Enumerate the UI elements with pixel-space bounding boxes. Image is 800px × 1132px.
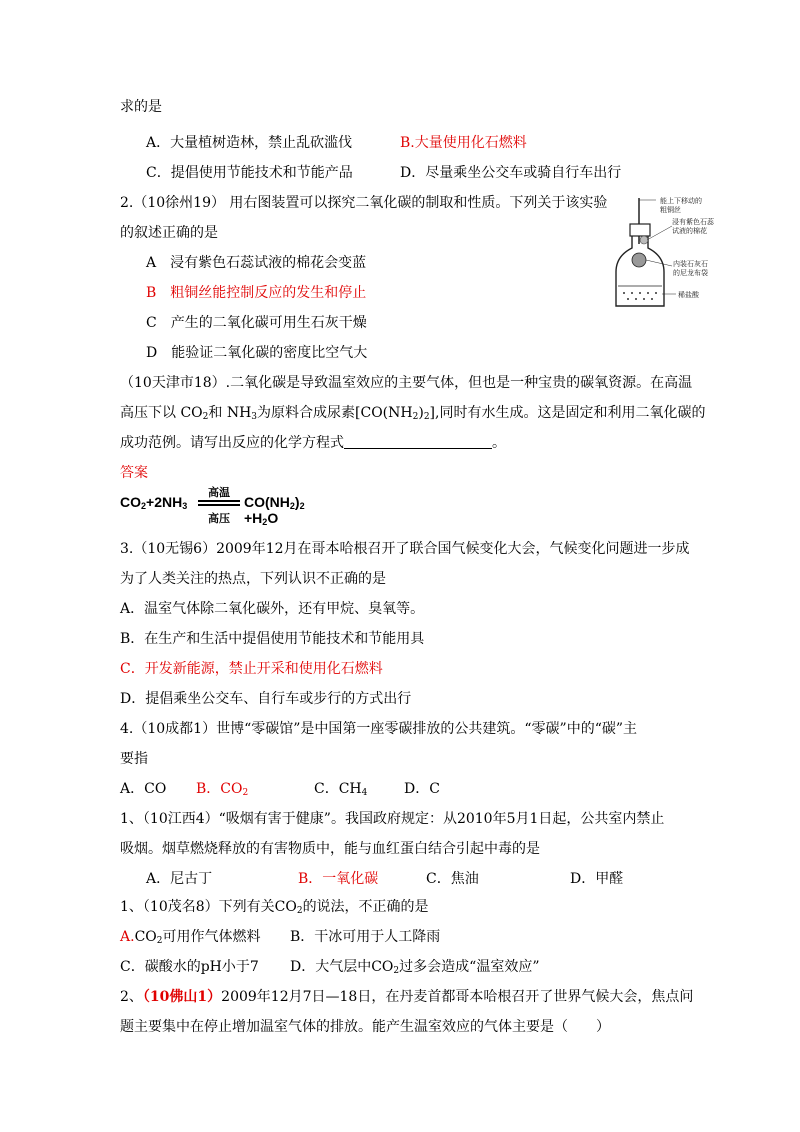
question-text: 高压下以 $CO_2$和 $NH_3$为原料合成尿素$[CO(NH_2)_2]$,同时有水生成。这是固定和利用二氧化碳的 — [120, 405, 706, 422]
option-d: D．甲醛 — [570, 871, 624, 887]
option-b-answer: B．$CO_2$ — [196, 781, 249, 798]
option-c: C．碳酸水的pH小于7 — [120, 959, 259, 975]
question-text: 3.（10无锡6）2009年12月在哥本哈根召开了联合国气候变化大会，气候变化问题进一步成 — [120, 541, 690, 557]
condition-top: 高温 — [208, 487, 230, 499]
question-text: 成功范例。请写出反应的化学方程式 。 — [120, 435, 506, 451]
question-text: 1、（10茂名8）下列有关$CO_2$的说法，不正确的是 — [120, 899, 429, 916]
answer-label: 答案 — [120, 465, 148, 481]
question-text: 的叙述正确的是 — [120, 225, 218, 241]
label-bag-2: 的尼龙布袋 — [673, 269, 708, 277]
option-b-answer: B.大量使用化石燃料 — [400, 135, 527, 151]
option-c: C．焦油 — [426, 871, 479, 887]
option-b: B．干冰可用于人工降雨 — [290, 929, 441, 945]
question-text: 2、（10佛山1）2009年12月7日—18日，在丹麦首都哥本哈根召开了世界气候大会，焦点问 — [120, 989, 694, 1005]
answer-blank — [344, 436, 492, 449]
option-b: B．在生产和生活中提倡使用节能技术和节能用具 — [120, 631, 425, 647]
option-d: D．提倡乘坐公交车、自行车或步行的方式出行 — [120, 691, 412, 707]
condition-bottom: 高压 — [208, 513, 230, 525]
question-text: （10天津市18）.二氧化碳是导致温室效应的主要气体，但也是一种宝贵的碳氧资源。在高温 — [120, 375, 693, 391]
question-text: 题主要集中在停止增加温室气体的排放。能产生温室效应的气体主要是（ ） — [120, 1019, 610, 1035]
option-a: A．尼古丁 — [146, 871, 213, 887]
option-d: D 能验证二氧化碳的密度比空气大 — [146, 345, 368, 361]
question-text: 4.（10成都1）世博“零碳馆”是中国第一座零碳排放的公共建筑。“零碳”中的“碳”主 — [120, 721, 638, 737]
option-c: C．提倡使用节能技术和节能产品 — [146, 165, 353, 181]
question-text: 1、（10江西4）“吸烟有害于健康”。我国政府规定：从2010年5月1日起，公共室内禁止 — [120, 811, 665, 827]
label-bag: 内装石灰石 — [673, 260, 708, 268]
question-text: 2.（10徐州19） 用右图装置可以探究二氧化碳的制取和性质。下列关于该实验 — [120, 195, 608, 211]
option-d: D．尽量乘坐公交车或骑自行车出行 — [400, 165, 622, 181]
question-text: 吸烟。烟草燃烧释放的有害物质中，能与血红蛋白结合引起中毒的是 — [120, 841, 540, 857]
option-a: A．大量植树造林，禁止乱砍滥伐 — [146, 135, 353, 151]
question-text: 求的是 — [120, 99, 162, 115]
label-cotton: 浸有紫色石蕊 — [672, 218, 714, 226]
question-text: 要指 — [120, 751, 148, 767]
option-c: C．$CH_4$ — [314, 781, 368, 798]
option-d: D．C — [404, 781, 440, 797]
apparatus-figure — [612, 194, 722, 314]
option-b-answer: B．一氧化碳 — [298, 871, 379, 887]
option-a: A．温室气体除二氧化碳外，还有甲烷、臭氧等。 — [120, 601, 425, 617]
option-d: D．大气层中$CO_2$过多会造成“温室效应” — [290, 959, 540, 976]
label-copper-wire: 能上下移动的 — [660, 197, 702, 205]
question-text: 为了人类关注的热点，下列认识不正确的是 — [120, 571, 386, 587]
option-c-answer: C．开发新能源，禁止开采和使用化石燃料 — [120, 661, 383, 677]
option-b-answer: B 粗铜丝能控制反应的发生和停止 — [146, 285, 367, 301]
option-a: A 浸有紫色石蕊试液的棉花会变蓝 — [146, 255, 367, 271]
option-a-answer: $A.CO_2$可用作气体燃料 — [120, 929, 261, 946]
question-source: （10佛山1） — [142, 989, 222, 1005]
label-acid: 稀盐酸 — [678, 291, 699, 299]
option-c: C 产生的二氧化碳可用生石灰干燥 — [146, 315, 367, 331]
label-cotton-2: 试液的棉花 — [672, 227, 707, 235]
label-copper-wire-2: 粗铜丝 — [660, 206, 681, 214]
option-a: A．CO — [120, 781, 167, 797]
